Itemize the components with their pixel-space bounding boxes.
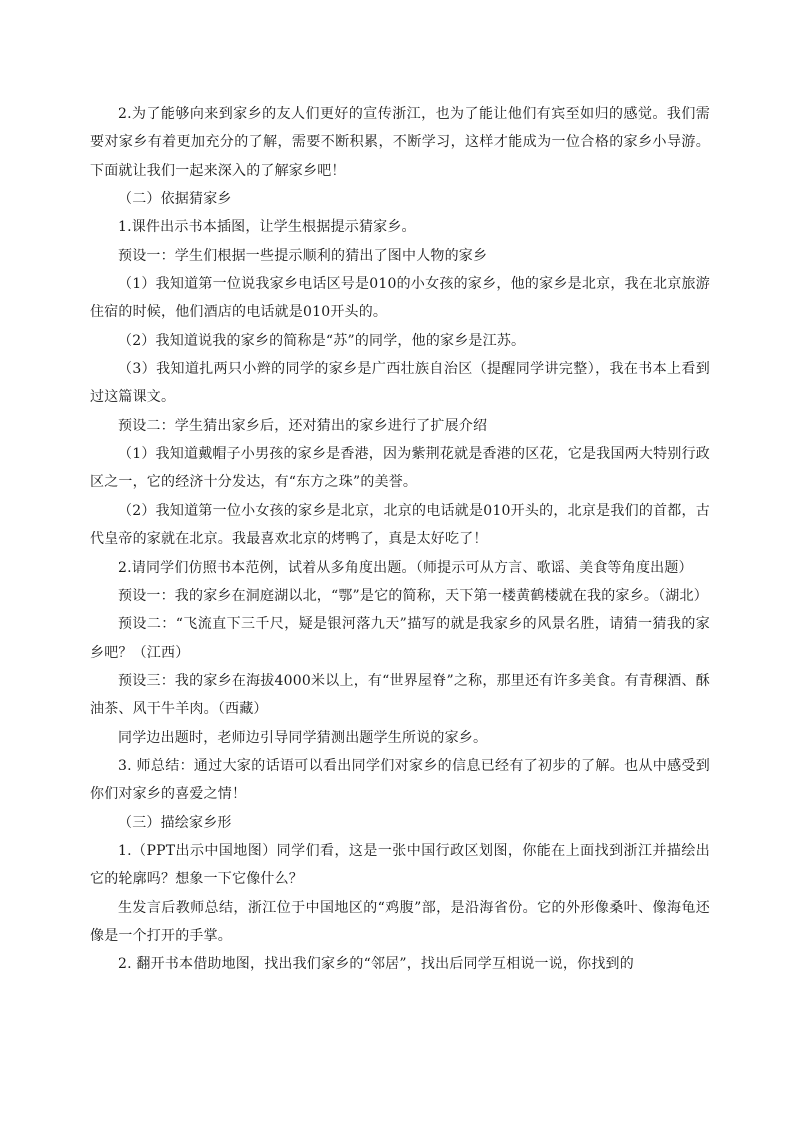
paragraph-step-1: 1.课件出示书本插图，让学生根据提示猜家乡。 [118, 219, 416, 236]
paragraph-map-step-1: 1.（PPT出示中国地图）同学们看，这是一张中国行政区划图，你能在上面找到浙江并描绘出它的轮廓吗？想象一下它像什么？ [90, 842, 710, 888]
section-heading-draw-shape: （三）描绘家乡形 [118, 814, 232, 831]
paragraph-preset-1-item-2: （2）我知道说我的家乡的简称是“苏”的同学，他的家乡是江苏。 [118, 332, 526, 349]
paragraph-preset-1-item-1: （1）我知道第一位说我家乡电话区号是010的小女孩的家乡，他的家乡是北京，我在北京旅游住宿的时候，他们酒店的电话就是010开头的。 [90, 276, 710, 321]
paragraph-preset-2-item-2: （2）我知道第一位小女孩的家乡是北京，北京的电话就是010开头的，北京是我们的首都，古代皇帝的家就在北京。我最喜欢北京的烤鸭了，真是太好吃了！ [90, 502, 710, 548]
paragraph-map-step-2: 2. 翻开书本借助地图，找出我们家乡的“邻居”，找出后同学互相说一说，你找到的 [118, 956, 634, 973]
document-body [90, 100, 710, 979]
paragraph-question-tibet: 预设三：我的家乡在海拔4000米以上，有“世界屋脊”之称，那里还有许多美食。有青稞酒、酥油茶、风干牛羊肉。（西藏） [90, 672, 710, 718]
section-heading-guess-hometown: （二）依据猜家乡 [118, 191, 232, 208]
paragraph-preset-2-item-1: （1）我知道戴帽子小男孩的家乡是香港，因为紫荆花就是香港的区花，它是我国两大特别行政区之一，它的经济十分发达，有“东方之珠”的美誉。 [90, 446, 710, 491]
paragraph-intro: 2.为了能够向来到家乡的友人们更好的宣传浙江，也为了能让他们有宾至如归的感觉。我们需要对家乡有着更加充分的了解，需要不断积累，不断学习，这样才能成为一位合格的家乡小导游。下面就让我们一起来深入的了解家乡吧！ [90, 106, 710, 179]
paragraph-preset-1-item-3: （3）我知道扎两只小辫的同学的家乡是广西壮族自治区（提醒同学讲完整），我在书本上看到过这篇课文。 [90, 361, 710, 406]
paragraph-preset-1: 预设一：学生们根据一些提示顺利的猜出了图中人物的家乡 [118, 247, 488, 264]
paragraph-question-jiangxi: 预设二：“飞流直下三千尺，疑是银河落九天”描写的就是我家乡的风景名胜，请猜一猜我的家乡吧？（江西） [90, 616, 710, 661]
paragraph-map-summary: 生发言后教师总结，浙江位于中国地区的“鸡腹”部，是沿海省份。它的外形像桑叶、像海龟还像是一个打开的手掌。 [90, 899, 710, 944]
paragraph-preset-2: 预设二：学生猜出家乡后，还对猜出的家乡进行了扩展介绍 [118, 417, 488, 434]
paragraph-step-2: 2.请同学们仿照书本范例，试着从多角度出题。（师提示可从方言、歌谣、美食等角度出题） [118, 559, 693, 576]
paragraph-teacher-guide: 同学边出题时，老师边引导同学猜测出题学生所说的家乡。 [118, 729, 488, 746]
paragraph-question-hubei: 预设一：我的家乡在洞庭湖以北，“鄂”是它的简称，天下第一楼黄鹤楼就在我的家乡。（湖北） [118, 587, 708, 604]
paragraph-summary: 3. 师总结：通过大家的话语可以看出同学们对家乡的信息已经有了初步的了解。也从中感受到你们对家乡的喜爱之情！ [90, 757, 710, 803]
